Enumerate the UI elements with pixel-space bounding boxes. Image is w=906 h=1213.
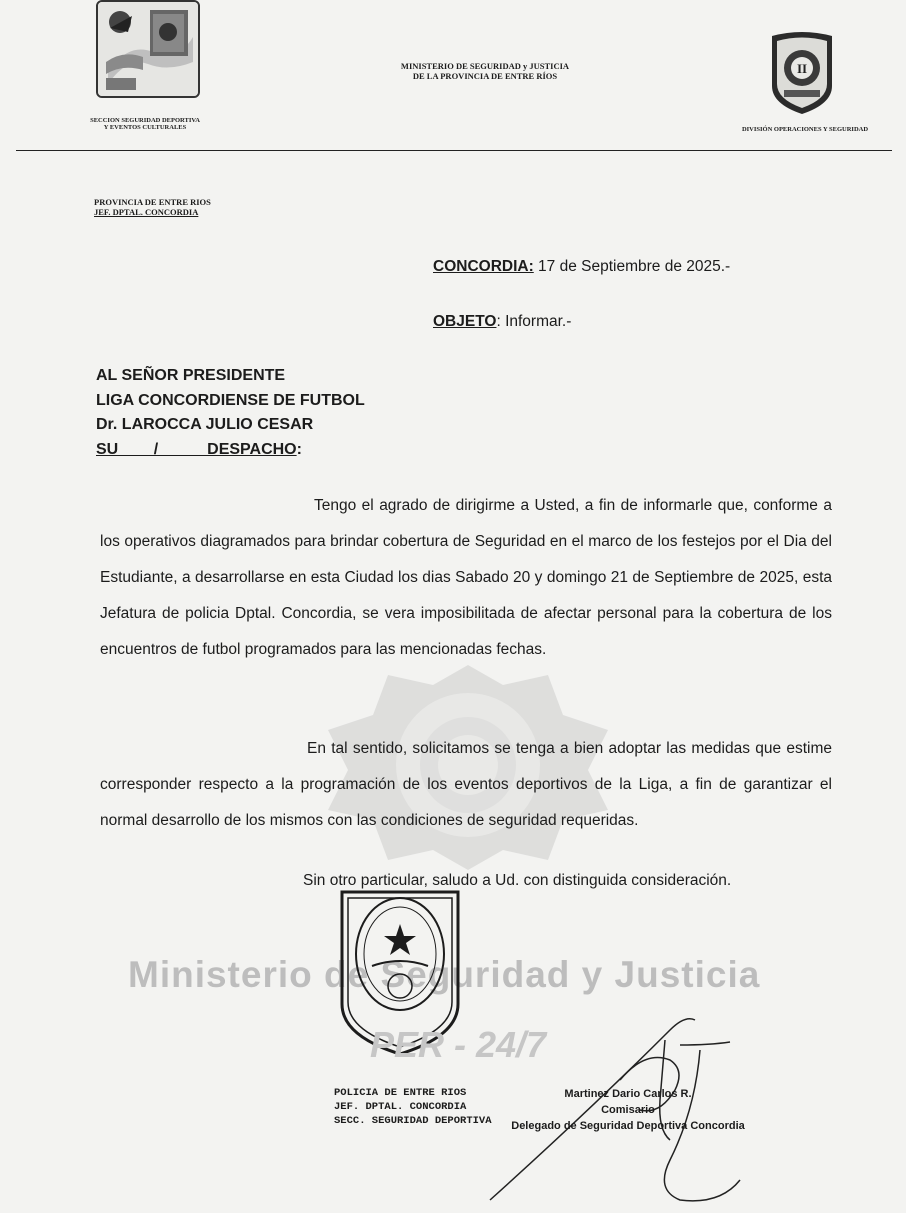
- signer-name: Martinez Dario Carlos R.: [564, 1088, 692, 1100]
- signer-block: [498, 1086, 758, 1134]
- seguridad-deportiva-logo: [96, 0, 200, 98]
- date-value: 17 de Septiembre de 2025.-: [533, 258, 731, 275]
- despacho-colon: :: [296, 440, 302, 458]
- police-stamp-line2: JEF. DPTAL. CONCORDIA: [334, 1101, 467, 1113]
- addressee-line4: [96, 438, 365, 463]
- body-paragraph-1: Tengo el agrado de dirigirme a Usted, a fin de informarle que, conforme a los operativos diagramados para brindar cobertura de Seguridad en el marco de los festejos por el Dia del Estudiante, a desarrollarse en esta Ciudad los dias Sabado 20 y domingo 21 de Septiembre de 2025, esta Jefatura de policia Dptal. Concordia, se vera imposibilitada de afectar personal para la cobertura de los encuentros de futbol programados para las mencionadas fechas.: [100, 497, 832, 658]
- addressee-line3: Dr. LAROCCA JULIO CESAR: [96, 416, 314, 433]
- ministry-watermark: Ministerio de Seguridad y Justicia: [128, 954, 761, 995]
- objeto-label: OBJETO: [433, 313, 497, 330]
- addressee-line1: AL SEÑOR PRESIDENTE: [96, 367, 286, 384]
- police-stamp-text: [334, 1086, 492, 1128]
- police-stamp-line1: POLICIA DE ENTRE RIOS: [334, 1087, 467, 1099]
- header-divider: [16, 150, 892, 151]
- date-line: [433, 258, 730, 276]
- closing-line: Sin otro particular, saludo a Ud. con distinguida consideración.: [303, 872, 732, 889]
- svg-text:II: II: [796, 61, 808, 76]
- sender-line1: PROVINCIA DE ENTRE RIOS: [94, 197, 211, 207]
- addressee-line2: LIGA CONCORDIENSE DE FUTBOL: [96, 391, 365, 409]
- ministry-line2: DE LA PROVINCIA DE ENTRE RÍOS: [412, 71, 558, 81]
- ministry-line1: MINISTERIO DE SEGURIDAD y JUSTICIA: [400, 61, 570, 71]
- addressee-block: [96, 364, 365, 462]
- ministry-heading: [360, 61, 610, 81]
- sender-block: [94, 197, 211, 217]
- police-stamp-line3: SECC. SEGURIDAD DEPORTIVA: [334, 1115, 492, 1127]
- date-label: CONCORDIA:: [433, 258, 534, 275]
- section-caption: [80, 117, 210, 131]
- division-caption: DIVISIÓN OPERACIONES Y SEGURIDAD: [741, 126, 869, 133]
- despacho-label: SU / DESPACHO: [96, 440, 297, 458]
- objeto-value: : Informar.-: [496, 313, 572, 330]
- objeto-line: [433, 313, 571, 331]
- body-paragraph-2: En tal sentido, solicitamos se tenga a bien adoptar las medidas que estime corresponder respecto a la programación de los eventos deportivos de la Liga, a fin de garantizar el normal desarrollo de los mismos con las condiciones de seguridad requeridas.: [100, 740, 832, 829]
- section-caption-line2: Y EVENTOS CULTURALES: [103, 124, 187, 131]
- per-247-watermark: PER - 24/7: [370, 1024, 547, 1065]
- sender-line2: JEF. DPTAL. CONCORDIA: [94, 207, 199, 217]
- signer-role: Delegado de Seguridad Deportiva Concordia: [511, 1120, 745, 1132]
- section-caption-line1: SECCION SEGURIDAD DEPORTIVA: [90, 117, 200, 124]
- signer-rank: Comisario: [601, 1104, 655, 1116]
- police-crest-logo: [766, 28, 838, 116]
